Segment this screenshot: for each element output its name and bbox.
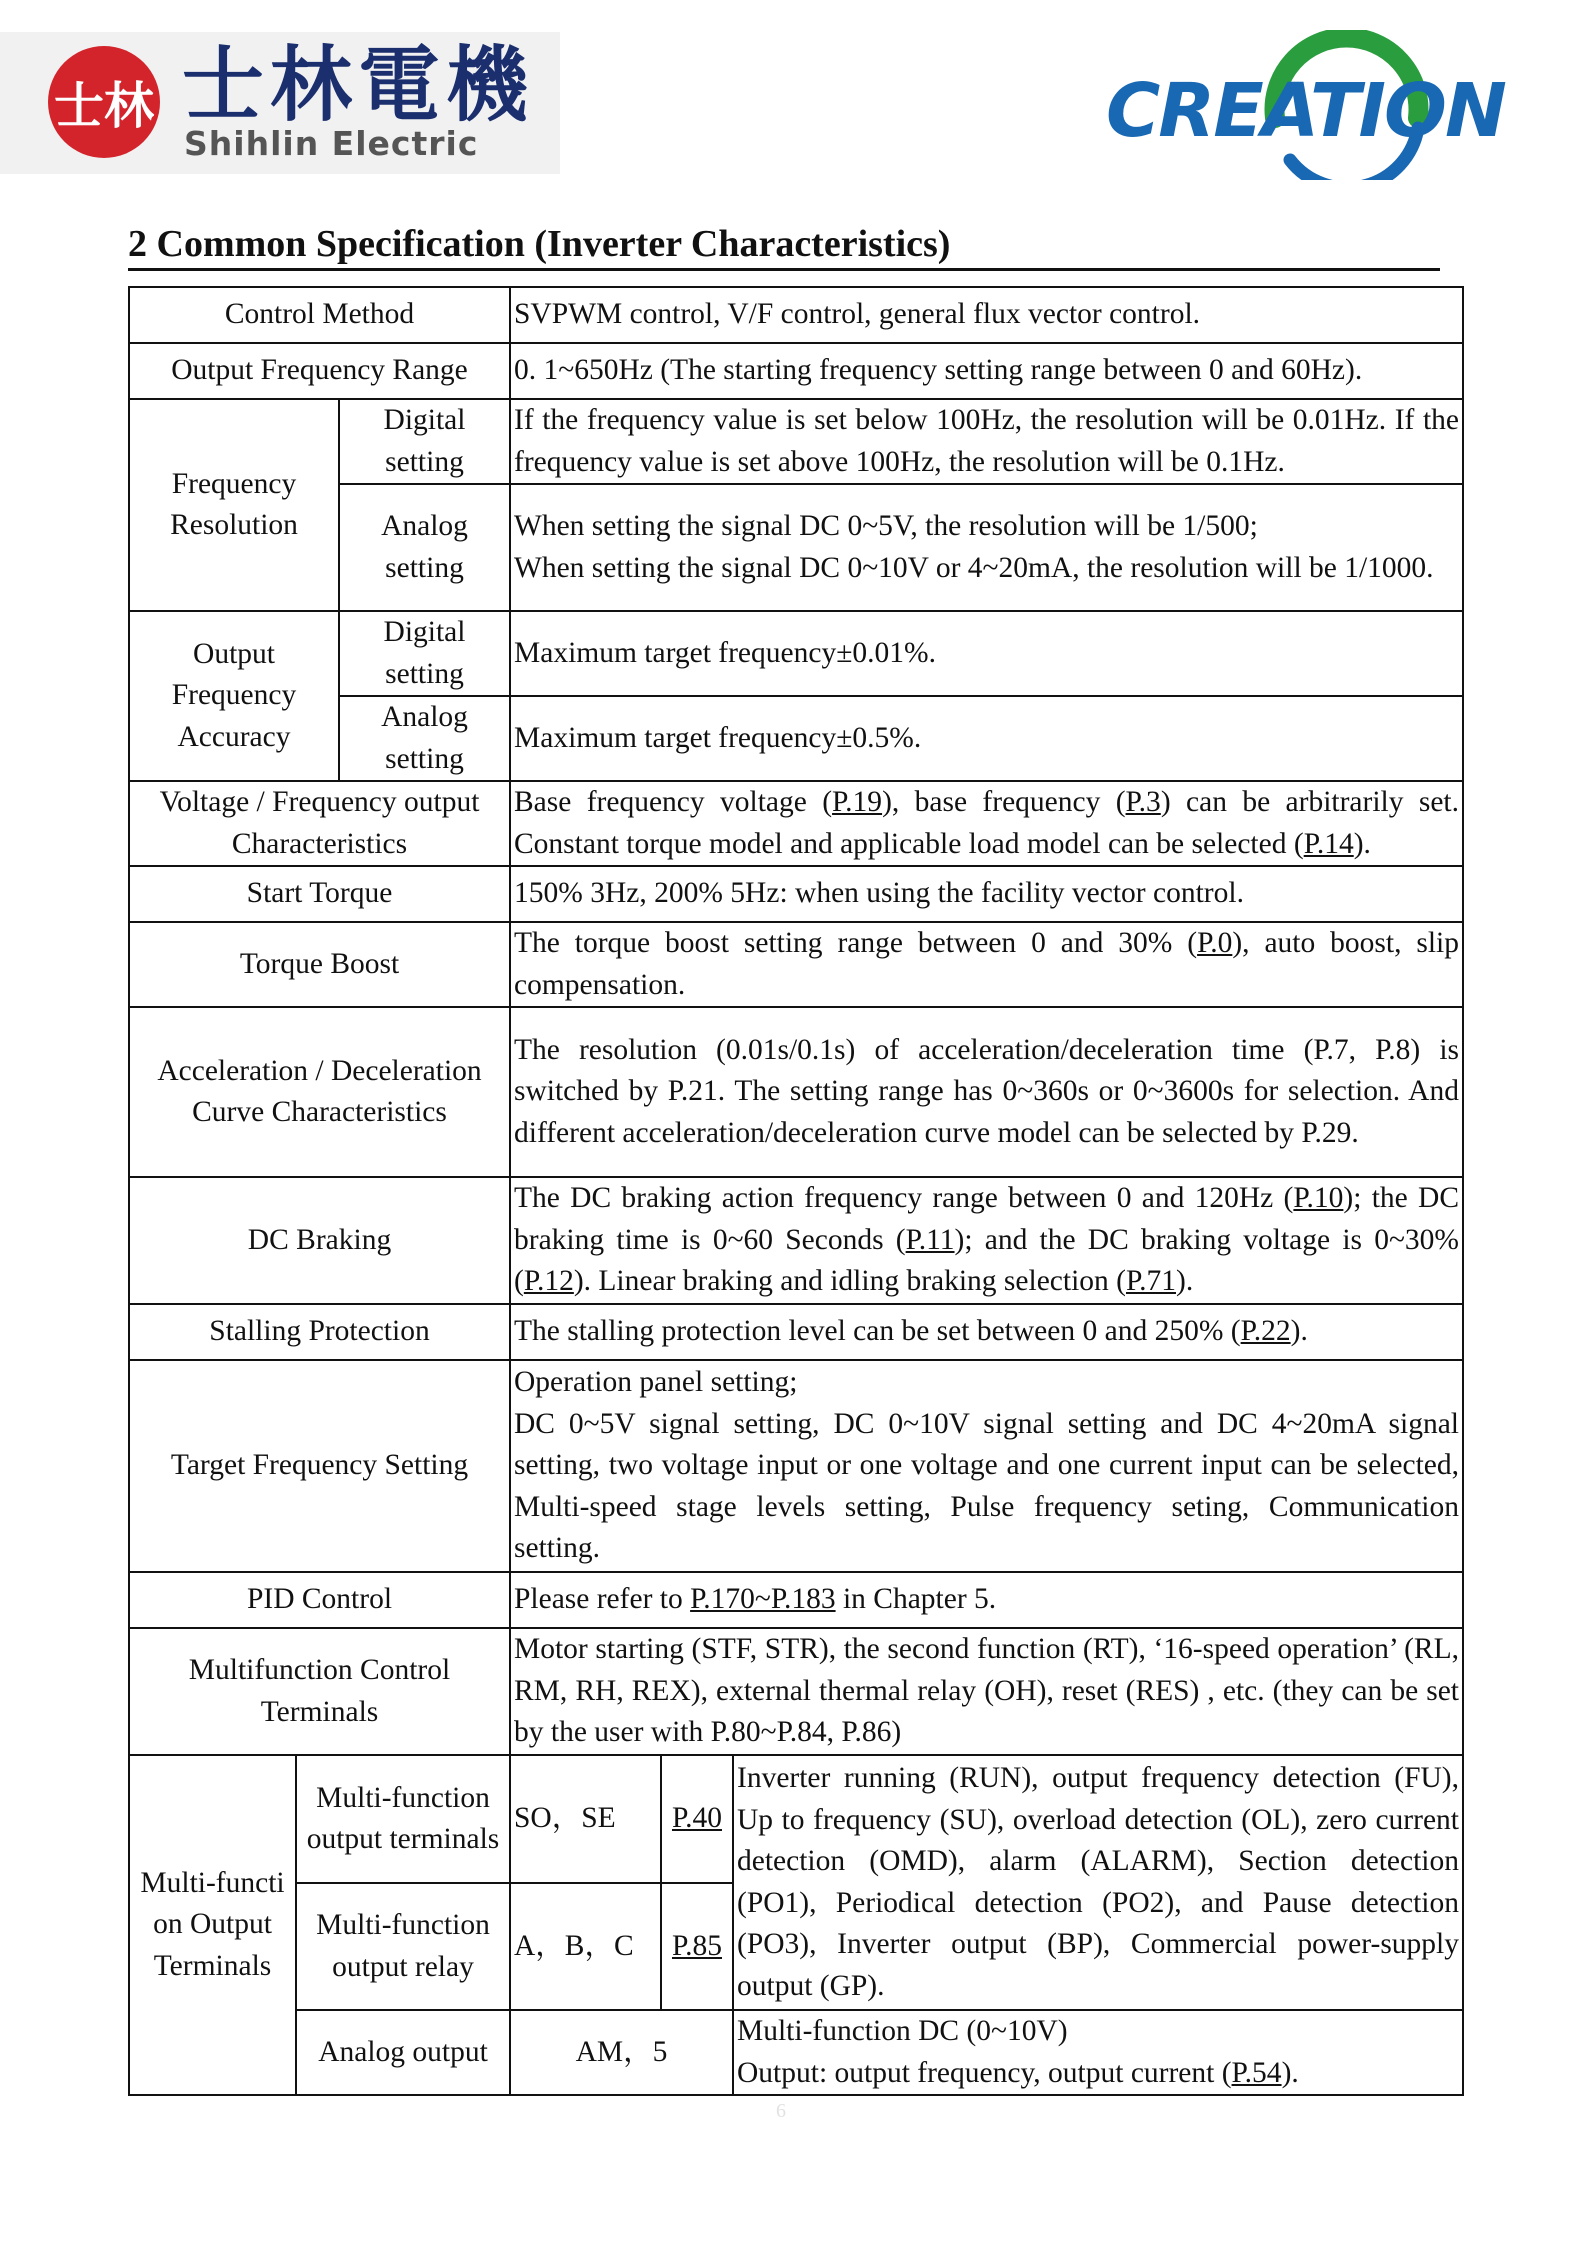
row-start-torque [129,866,1463,922]
param-p54: P.54 [1231,2056,1282,2089]
label-accuracy-digital: Digital setting [339,611,510,696]
label-mfo-output-terminals: Multi-function output terminals [296,1755,510,1883]
row-output-accuracy-digital [129,611,1463,696]
param-p40: P.40 [661,1755,733,1883]
value-torque-boost: The torque boost setting range between 0 and 30% (P.0), auto boost, slip compensation. [510,922,1463,1007]
creation-logo [1100,30,1505,180]
row-pid-control [129,1572,1463,1628]
label-mfo-output-relay: Multi-function output relay [296,1883,510,2010]
label-vf-characteristics: Voltage / Frequency output Characteristics [129,781,510,866]
label-output-frequency-accuracy: Output Frequency Accuracy [129,611,339,781]
label-accuracy-analog: Analog setting [339,696,510,781]
value-control-method: SVPWM control, V/F control, general flux vector control. [510,287,1463,343]
label-output-frequency-range: Output Frequency Range [129,343,510,399]
spec-table [128,286,1464,2096]
value-target-frequency-setting [510,1360,1463,1572]
value-accel-decel: The resolution (0.01s/0.1s) of acceleration/deceleration time (P.7, P.8) is switched by P.21. The setting range has 0~360s or 0~3600s for selection. And different acceleration/deceleration curve model can be selected by P.29. [510,1007,1463,1177]
param-p3: P.3 [1125,786,1161,818]
target-freq-line-1: Operation panel setting; [514,1366,798,1399]
param-p22: P.22 [1240,1315,1291,1348]
row-stalling-protection [129,1304,1463,1360]
row-torque-boost [129,922,1463,1007]
value-freq-res-digital: If the frequency value is set below 100Hz, the resolution will be 0.01Hz. If the frequency value is set above 100Hz, the resolution will be 0.1Hz. [510,399,1463,484]
value-mfo-shared-desc: Inverter running (RUN), output frequency detection (FU), Up to frequency (SU), overload detection (OL), zero current detection (OMD), alarm (ALARM), Section detection (PO1), Periodical detection (PO2), and Pause detection (PO3), Inverter output (BP), Commercial power-supply output (GP). [733,1755,1463,2010]
value-pid-control: Please refer to P.170~P.183 in Chapter 5. [510,1572,1463,1628]
label-dc-braking: DC Braking [129,1177,510,1304]
label-accel-decel: Acceleration / Deceleration Curve Characteristics [129,1007,510,1177]
value-analog-output: Multi-function DC (0~10V) Output: output frequency, output current (P.54). [733,2010,1463,2095]
param-p14: P.14 [1303,827,1354,860]
label-freq-res-digital: Digital setting [339,399,510,484]
row-target-frequency-setting [129,1360,1463,1572]
param-p19: P.19 [832,786,883,818]
label-control-method: Control Method [129,287,510,343]
param-p85: P.85 [661,1883,733,2010]
label-frequency-resolution: Frequency Resolution [129,399,339,611]
target-freq-line-2: DC 0~5V signal setting, DC 0~10V signal setting and DC 4~20mA signal setting, two voltage input or one voltage and one current input can be selected, Multi-speed stage levels setting, Pulse frequency seting, Communication setting. [514,1407,1459,1565]
value-dc-braking: The DC braking action frequency range between 0 and 120Hz (P.10); the DC braking time is 0~60 Seconds (P.11); and the DC braking voltage is 0~30% (P.12). Linear braking and idling braking selection (P.71). [510,1177,1463,1304]
code-am-5: AM，5 [510,2010,733,2095]
value-output-frequency-range: 0. 1~650Hz (The starting frequency setting range between 0 and 60Hz). [510,343,1463,399]
code-a-b-c: A，B，C [510,1883,661,2010]
label-freq-res-analog: Analog setting [339,484,510,611]
freq-res-analog-line-2: When setting the signal DC 0~10V or 4~20mA, the resolution will be 1/1000. [514,551,1434,584]
label-start-torque: Start Torque [129,866,510,922]
value-multifunction-control-terminals: Motor starting (STF, STR), the second function (RT), ‘16-speed operation’ (RL, RM, RH, REX), external thermal relay (OH), reset (RES) , etc. (they can be set by the user with P.80~P.84, P.86) [510,1628,1463,1755]
label-analog-output: Analog output [296,2010,510,2095]
label-stalling-protection: Stalling Protection [129,1304,510,1360]
page-number: 6 [776,2100,786,2122]
row-accel-decel [129,1007,1463,1177]
freq-res-analog-line-1: When setting the signal DC 0~5V, the resolution will be 1/500; [514,510,1258,542]
value-vf-characteristics: Base frequency voltage (P.19), base frequency (P.3) can be arbitrarily set. Constant torque model and applicable load model can be selected (P.14). [510,781,1463,866]
creation-wordmark: CREATION [1106,68,1505,154]
brand-english-name: Shihlin Electric [184,124,479,163]
brand-chinese-name: 士林電機 [182,38,535,133]
label-target-frequency-setting: Target Frequency Setting [129,1360,510,1572]
param-p10: P.10 [1293,1182,1344,1215]
code-so-se: SO，SE [510,1755,661,1883]
section-title: 2 Common Specification (Inverter Characteristics) [128,222,1440,271]
row-mfo-output-terminals [129,1755,1463,1883]
row-dc-braking [129,1177,1463,1304]
shihlin-seal-icon: 士林 [48,46,160,158]
row-multifunction-control-terminals [129,1628,1463,1755]
label-multifunction-output-terminals: Multi-functi on Output Terminals [129,1755,296,2095]
value-stalling-protection: The stalling protection level can be set between 0 and 250% (P.22). [510,1304,1463,1360]
label-multifunction-control-terminals: Multifunction Control Terminals [129,1628,510,1755]
value-freq-res-analog [510,484,1463,611]
row-vf-characteristics [129,781,1463,866]
label-torque-boost: Torque Boost [129,922,510,1007]
param-p0: P.0 [1197,927,1233,959]
row-frequency-resolution-digital [129,399,1463,484]
link-p170-p183: P.170~P.183 [690,1583,836,1616]
value-start-torque: 150% 3Hz, 200% 5Hz: when using the facility vector control. [510,866,1463,922]
row-output-frequency-range [129,343,1463,399]
value-accuracy-analog: Maximum target frequency±0.5%. [510,696,1463,781]
shihlin-logo [0,32,560,174]
param-p12: P.12 [523,1265,574,1298]
row-control-method [129,287,1463,343]
row-mfo-analog-output [129,2010,1463,2095]
label-pid-control: PID Control [129,1572,510,1628]
param-p71: P.71 [1125,1265,1176,1298]
value-accuracy-digital: Maximum target frequency±0.01%. [510,611,1463,696]
param-p11: P.11 [905,1223,955,1256]
